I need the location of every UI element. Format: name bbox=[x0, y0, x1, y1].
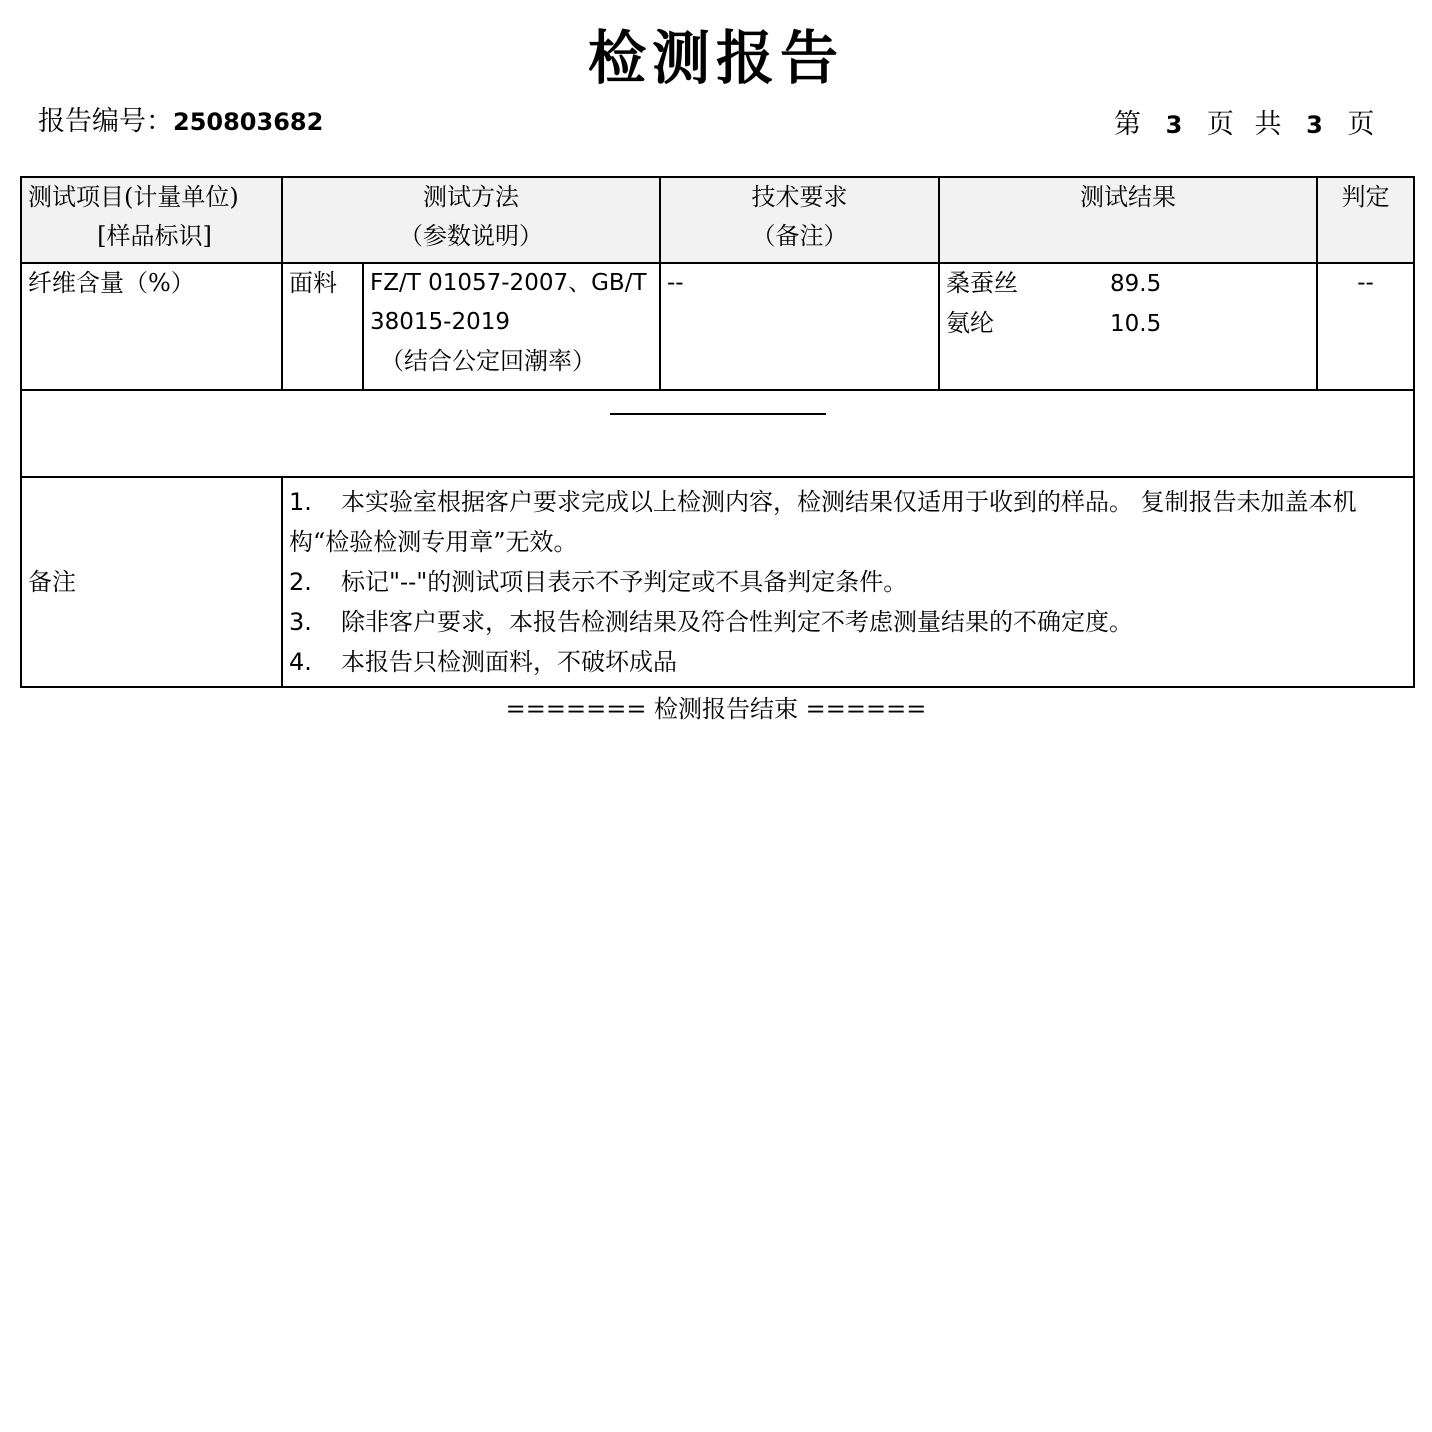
report-title: 检测报告 bbox=[587, 24, 844, 92]
table-header-row bbox=[21, 177, 1414, 263]
report-number-label: 报告编号： bbox=[38, 106, 173, 137]
header-requirement-line1: 技术要求 bbox=[751, 183, 848, 211]
header-requirement-line2: （备注） bbox=[751, 222, 848, 250]
header-test-method bbox=[282, 177, 660, 263]
cell-test-method bbox=[363, 263, 660, 390]
result-fiber-value: 89.5 bbox=[1110, 271, 1162, 297]
header-technical-requirement bbox=[660, 177, 939, 263]
method-standard-line1: FZ/T 01057-2007、GB/T bbox=[370, 270, 647, 296]
header-test-item-line2: [样品标识] bbox=[97, 222, 212, 250]
header-test-item-line1: 测试项目(计量单位) bbox=[28, 183, 239, 211]
note-text: 标记"--"的测试项目表示不予判定或不具备判定条件。 bbox=[341, 568, 908, 596]
total-pages: 3 bbox=[1306, 111, 1329, 139]
notes-cell bbox=[282, 477, 1414, 687]
note-item bbox=[289, 482, 1409, 562]
cell-judgement: -- bbox=[1317, 263, 1414, 390]
note-item bbox=[289, 562, 1409, 602]
table-row bbox=[21, 263, 1414, 390]
note-text: 本实验室根据客户要求完成以上检测内容，检测结果仅适用于收到的样品。 复制报告未加盖本机构“检验检测专用章”无效。 bbox=[289, 488, 1357, 556]
page-prefix: 第 bbox=[1114, 109, 1147, 140]
note-index: 3. bbox=[289, 608, 312, 636]
header-test-item bbox=[21, 177, 282, 263]
report-number-value: 250803682 bbox=[173, 108, 324, 136]
header-test-method-line1: 测试方法 bbox=[423, 183, 519, 211]
note-index: 1. bbox=[289, 488, 312, 516]
notes-row bbox=[21, 477, 1414, 687]
result-fiber-name: 桑蚕丝 bbox=[946, 269, 1018, 297]
note-item bbox=[289, 642, 1409, 682]
note-index: 2. bbox=[289, 568, 312, 596]
cell-sample-id: 面料 bbox=[282, 263, 363, 390]
blank-row-strike-line bbox=[610, 413, 826, 415]
cell-technical-requirement: -- bbox=[660, 263, 939, 390]
method-standard-line2: 38015-2019 bbox=[370, 309, 510, 335]
current-page: 3 bbox=[1165, 111, 1189, 139]
report-number bbox=[38, 102, 323, 142]
header-test-method-line2: （参数说明） bbox=[399, 222, 543, 250]
method-note: （结合公定回潮率） bbox=[380, 347, 596, 375]
report-end-marker: ======= 检测报告结束 ====== bbox=[505, 695, 927, 723]
note-item bbox=[289, 602, 1409, 642]
page-suffix: 页 bbox=[1347, 109, 1381, 140]
result-fiber-name: 氨纶 bbox=[946, 309, 994, 337]
header-judgement: 判定 bbox=[1317, 177, 1414, 263]
blank-row-cell bbox=[21, 390, 1414, 477]
note-text: 本报告只检测面料，不破坏成品 bbox=[341, 648, 677, 676]
notes-label: 备注 bbox=[21, 477, 282, 687]
result-row bbox=[946, 264, 1316, 304]
report-table bbox=[20, 176, 1415, 688]
note-index: 4. bbox=[289, 648, 312, 676]
result-row bbox=[946, 304, 1316, 344]
result-fiber-value: 10.5 bbox=[1110, 311, 1162, 337]
header-test-result: 测试结果 bbox=[939, 177, 1317, 263]
blank-row bbox=[21, 390, 1414, 477]
page-indicator bbox=[1114, 105, 1380, 145]
page-middle: 页 共 bbox=[1206, 109, 1288, 140]
cell-test-item: 纤维含量（%） bbox=[21, 263, 282, 390]
cell-test-result bbox=[939, 263, 1317, 390]
note-text: 除非客户要求，本报告检测结果及符合性判定不考虑测量结果的不确定度。 bbox=[341, 608, 1133, 636]
